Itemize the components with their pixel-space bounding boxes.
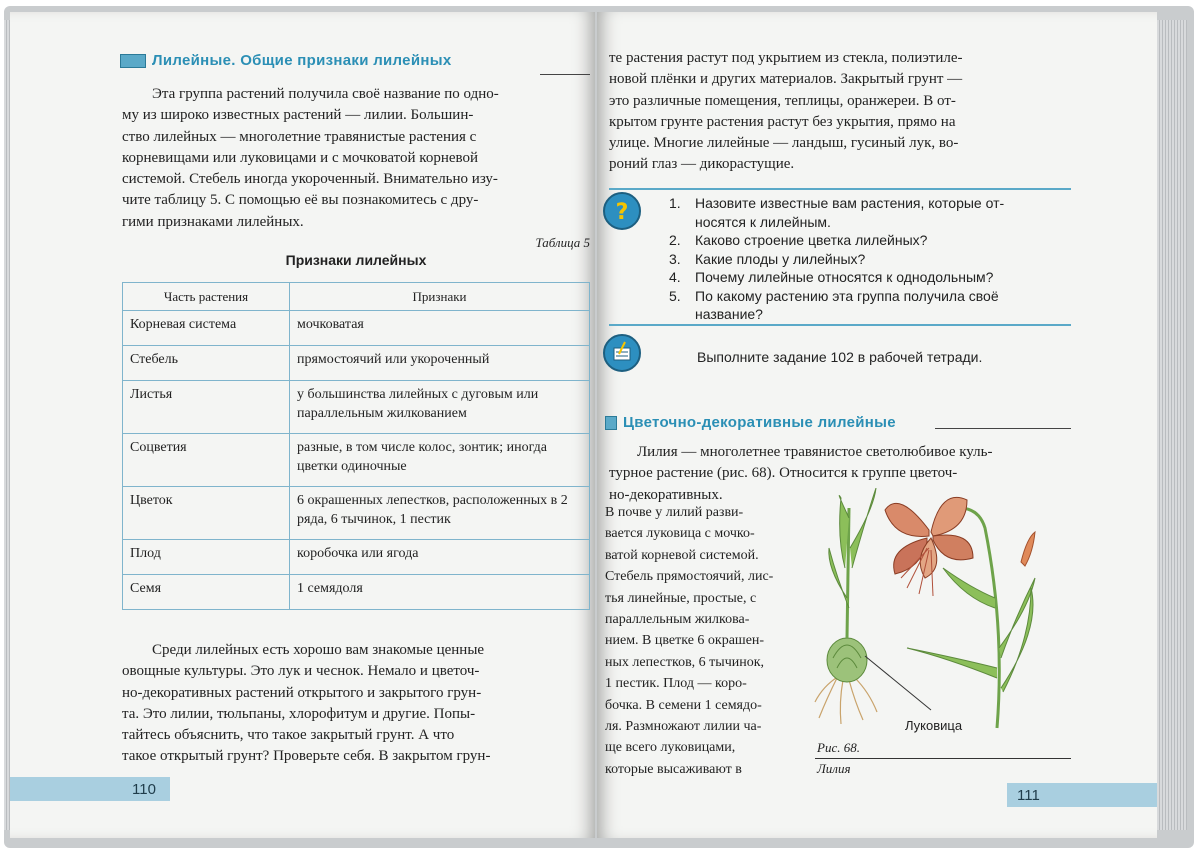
question-text: Назовите известные вам растения, которые от- [695,195,1005,211]
text-line: роний глаз — дикорастущие. [609,156,795,173]
text-line: В почве у лилий разви- [605,505,744,520]
text-line: бочка. В семени 1 семядо- [605,697,762,713]
notebook-icon [603,334,641,372]
question-number: 5. [669,287,681,304]
text-line: Стебель прямостоячий, лис- [605,569,774,585]
table-cell-part: Листья [123,381,290,434]
table-row [123,575,590,610]
text-line: овощные культуры. Это лук и чеснок. Немало и цветоч- [122,663,480,680]
right-page [597,12,1157,838]
lily-illustration [809,488,1071,746]
table-header-part: Часть растения [123,283,290,311]
section-heading [120,52,451,69]
question-item [669,287,1069,306]
text-line: ля. Размножают лилии ча- [605,719,762,735]
text-line: 1 пестик. Плод — коро- [605,676,747,692]
figure-number: Рис. 68. [817,740,860,755]
figure-caption: Лилия [817,761,851,776]
question-number: 2. [669,232,681,248]
table-cell-part: Корневая система [123,311,290,346]
figure-label: Луковица [905,718,963,733]
lily-column-text [605,502,801,780]
text-line: новой плёнки и других материалов. Закрытый грунт — [609,71,963,88]
section-heading-text: Лилейные. Общие признаки лилейных [152,52,452,69]
text-line: тья линейные, простые, с [605,590,757,606]
text-line: такое открытый грунт? Проверьте себя. В закрытом грун- [122,748,491,765]
table-cell-part: Соцветия [123,434,290,487]
question-number: 4. [669,269,681,285]
table-header-features: Признаки [290,283,590,311]
continuation-paragraph [609,48,1071,176]
table-cell-part: Стебель [123,346,290,381]
text-line: нием. В цветке 6 окрашен- [605,633,765,649]
text-line: ватой корневой системой. [605,547,759,563]
task-text: Выполните задание 102 в рабочей тетради. [697,349,983,365]
left-page [10,12,595,838]
text-line: гими признаками лилейных. [122,213,304,230]
features-table [122,282,590,610]
text-line: но-декоративных. [609,486,723,503]
text-line: тайтесь объяснить, что такое закрытый грунт. А что [122,727,455,744]
question-text: носятся к лилейным. [695,213,831,230]
page-number: 110 [132,781,156,798]
text-line: му из широко известных растений — лилии. Большин- [122,107,474,124]
text-line: но-декоративных растений открытого и закрытого грун- [122,684,482,701]
text-line: чите таблицу 5. С помощью её вы познакомитесь с дру- [122,192,479,209]
text-line: Среди лилейных есть хорошо вам знакомые ценные [152,642,485,658]
section-marker-icon [120,54,146,68]
text-line: ство лилейных — многолетние травянистые растения с [122,128,477,145]
table-cell-part: Семя [123,575,290,610]
text-line: Лилия — многолетнее травянистое светолюбивое куль- [637,444,993,460]
outro-paragraph [122,640,592,768]
table-row [123,311,590,346]
question-text: Почему лилейные относятся к однодольным? [695,269,994,285]
text-line: Эта группа растений получила своё название по одно- [152,86,499,102]
table-cell-features: мочковатая [290,311,590,346]
question-item [669,213,1069,232]
table-cell-features: 1 семядоля [290,575,590,610]
question-item [669,305,1069,324]
section-marker-icon [605,416,617,430]
question-number: 1. [669,195,681,211]
text-line: ще всего луковицами, [605,740,736,756]
table-row [123,487,590,540]
table-header-row [123,283,590,311]
table-cell-part: Цветок [123,487,290,540]
table-cell-features: прямостоячий или укороченный [290,346,590,381]
text-line: улице. Многие лилейные — ландыш, гусиный лук, во- [609,135,959,152]
table-row [123,434,590,487]
question-text: название? [695,306,763,322]
table-cell-part: Плод [123,540,290,575]
table-cell-features: у большинства лилейных с дуговым или параллельным жилкованием [290,381,590,434]
table-cell-features: разные, в том числе колос, зонтик; иногда цветки одиночные [290,434,590,487]
text-line: системой. Стебель иногда укороченный. Внимательно изу- [122,171,498,188]
intro-paragraph [122,84,592,233]
table-cell-features: 6 окрашенных лепестков, расположенных в 2 ряда, 6 тычинок, 1 пестик [290,487,590,540]
heading-underline [540,74,590,75]
text-line: ных лепестков, 6 тычинок, [605,654,765,670]
section-heading-2-text: Цветочно-декоративные лилейные [623,414,896,431]
questions-list [669,194,1069,324]
text-line: параллельным жилкова- [605,612,750,628]
text-line: та. Это лилии, тюльпаны, хлорофитум и другие. Попы- [122,705,476,722]
table-row [123,346,590,381]
table-label: Таблица 5 [535,235,590,250]
question-icon [603,192,641,230]
question-item [669,231,1069,250]
heading-underline [935,428,1071,429]
table-cell-features: коробочка или ягода [290,540,590,575]
page-number: 111 [1017,787,1040,804]
text-line: вается луковица с мочко- [605,526,755,542]
text-line: крытом грунте растения растут без укрытия, прямо на [609,113,956,130]
question-item [669,194,1069,213]
question-item [669,250,1069,269]
question-number: 3. [669,250,681,267]
page-edges-right [1157,20,1187,830]
questions-rule [609,188,1071,190]
table-row [123,381,590,434]
table-row [123,540,590,575]
svg-text:?: ? [615,200,629,225]
text-line: это различные помещения, теплицы, оранжереи. В от- [609,92,956,109]
question-text: Каково строение цветка лилейных? [695,232,928,248]
question-text: По какому растению эта группа получила своё [695,287,999,304]
figure-rule [815,758,1071,759]
text-line: корневищами или луковицами и с мочковатой корневой [122,149,479,166]
task-rule [609,324,1071,326]
text-line: турное растение (рис. 68). Относится к группе цветоч- [609,465,958,482]
question-text: Какие плоды у лилейных? [695,250,866,267]
table-title: Признаки лилейных [285,252,427,268]
question-item [669,268,1069,287]
text-line: те растения растут под укрытием из стекла, полиэтиле- [609,50,963,66]
section-heading-2 [605,414,896,431]
text-line: которые высаживают в [605,761,742,777]
